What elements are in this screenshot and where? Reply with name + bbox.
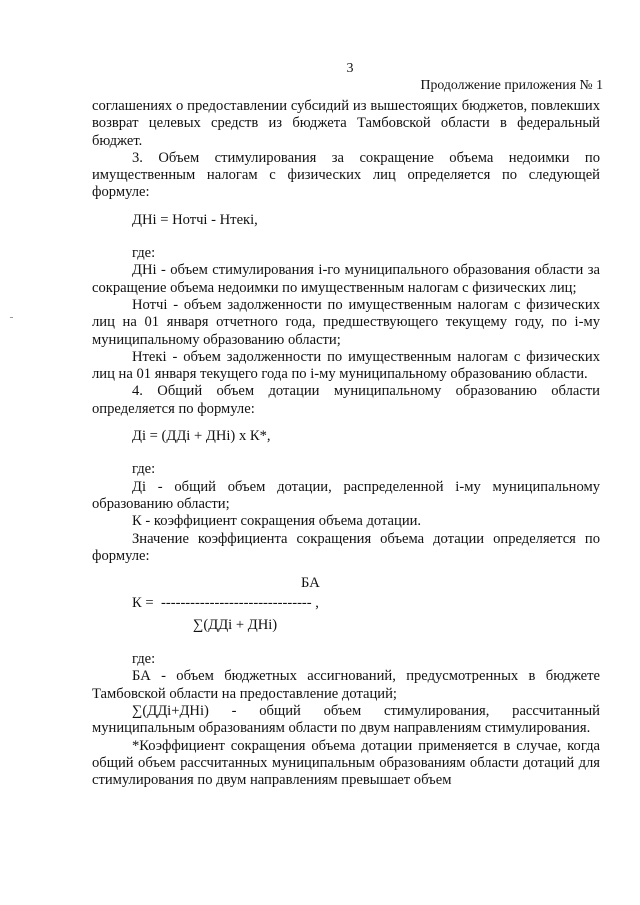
where-label-2: где: bbox=[132, 461, 156, 478]
where-label-1: где: bbox=[132, 245, 156, 262]
fraction-bar: ------------------------------- , bbox=[161, 595, 319, 612]
definition-notchi: Нотчі - объем задолженности по имущественным налогам с физических лиц на 01 января отчетного года, предшествующего текущему году, по і-му муниципальному образованию области; bbox=[92, 296, 600, 348]
paragraph-coefficient: Значение коэффициента сокращения объема дотации определяется по формуле: bbox=[92, 530, 600, 564]
fraction-denominator: ∑(ДДі + ДНі) bbox=[193, 617, 278, 634]
formula-di: Дi = (ДДі + ДНі) х К*, bbox=[132, 428, 271, 445]
page-number: 3 bbox=[346, 61, 354, 76]
formula-dni: ДНі = Нотчі - Нтекі, bbox=[132, 211, 258, 228]
definition-ba: БА - объем бюджетных ассигнований, предусмотренных в бюджете Тамбовской области на предоставление дотаций; bbox=[92, 668, 600, 702]
definition-ntek: Нтекі - объем задолженности по имущественным налогам с физических лиц на 01 января текущего года по і-му муниципальному образованию области. bbox=[92, 348, 600, 383]
document-body bbox=[92, 98, 600, 790]
formula-k-fraction bbox=[92, 569, 600, 635]
appendix-header: Продолжение приложения № 1 bbox=[420, 77, 603, 92]
scan-mark bbox=[10, 317, 13, 318]
definition-k: К - коэффициент сокращения объема дотации. bbox=[132, 513, 422, 530]
fraction-numerator: БА bbox=[301, 575, 320, 592]
paragraph-continuation: соглашениях о предоставлении субсидий из вышестоящих бюджетов, повлекших возврат целевых средств из бюджета Тамбовской области в федеральный бюджет. bbox=[92, 98, 600, 149]
fraction-lhs: К = bbox=[132, 595, 154, 612]
paragraph-footnote: *Коэффициент сокращения объема дотации применяется в случае, когда общий объем рассчитанных муниципальным образованиям области дотаций для стимулирования по двум направлениям превышает объем bbox=[92, 737, 600, 789]
where-label-3: где: bbox=[132, 651, 156, 668]
definition-di: Дi - общий объем дотации, распределенной і-му муниципальному образованию области; bbox=[92, 478, 600, 512]
definition-sum: ∑(ДДі+ДНі) - общий объем стимулирования, рассчитанный муниципальным образованиям области по двум направлениям стимулирования. bbox=[92, 703, 600, 737]
paragraph-4: 4. Общий объем дотации муниципальному образованию области определяется по формуле: bbox=[92, 383, 600, 417]
definition-dni: ДНі - объем стимулирования і-го муниципального образования области за сокращение объема недоимки по имущественным налогам с физических лиц; bbox=[92, 262, 600, 296]
paragraph-3: 3. Объем стимулирования за сокращение объема недоимки по имущественным налогам с физических лиц определяется по следующей формуле: bbox=[92, 149, 600, 201]
